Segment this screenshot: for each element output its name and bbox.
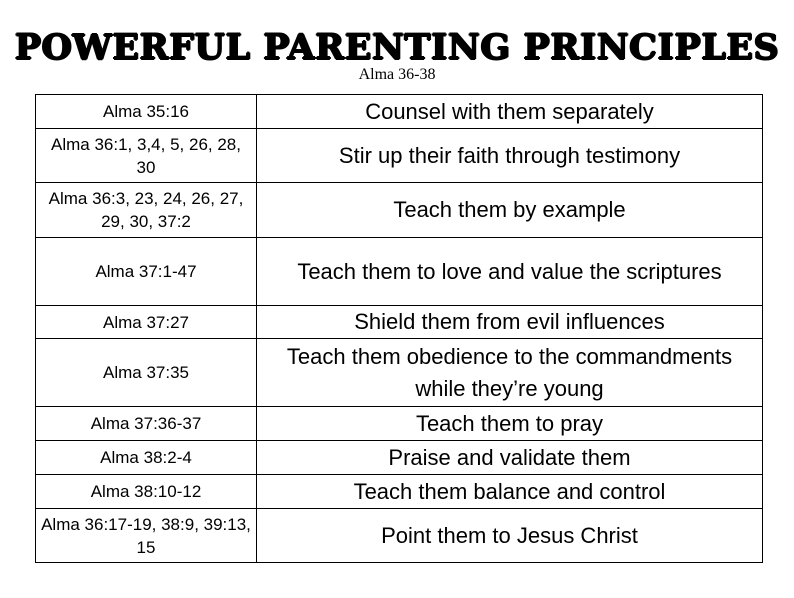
scripture-reference: Alma 36:17-19, 38:9, 39:13, 15 — [36, 509, 257, 563]
scripture-reference: Alma 35:16 — [36, 95, 257, 129]
table-row — [36, 183, 763, 238]
principle-text: Teach them by example — [257, 183, 763, 238]
page-subtitle: Alma 36-38 — [358, 66, 436, 83]
scripture-reference: Alma 38:2-4 — [36, 441, 257, 475]
principle-text: Teach them balance and control — [257, 475, 763, 509]
scripture-reference: Alma 37:1-47 — [36, 238, 257, 306]
table-row — [36, 407, 763, 441]
scripture-reference: Alma 37:35 — [36, 339, 257, 407]
scripture-reference: Alma 36:3, 23, 24, 26, 27, 29, 30, 37:2 — [36, 183, 257, 238]
principle-text: Teach them obedience to the commandments while they’re young — [257, 339, 763, 407]
table-row — [36, 306, 763, 339]
principle-text: Shield them from evil influences — [257, 306, 763, 339]
scripture-reference: Alma 37:36-37 — [36, 407, 257, 441]
principle-text: Teach them to love and value the scriptures — [257, 238, 763, 306]
principle-text: Stir up their faith through testimony — [257, 129, 763, 183]
principle-text: Point them to Jesus Christ — [257, 509, 763, 563]
scripture-reference: Alma 37:27 — [36, 306, 257, 339]
table-row — [36, 129, 763, 183]
page-title: POWERFUL PARENTING PRINCIPLES — [14, 27, 780, 68]
principle-text: Praise and validate them — [257, 441, 763, 475]
scripture-reference: Alma 38:10-12 — [36, 475, 257, 509]
scripture-reference: Alma 36:1, 3,4, 5, 26, 28, 30 — [36, 129, 257, 183]
table-row — [36, 339, 763, 407]
principle-text: Counsel with them separately — [257, 95, 763, 129]
principle-text: Teach them to pray — [257, 407, 763, 441]
table-row — [36, 475, 763, 509]
table-row — [36, 509, 763, 563]
table-row — [36, 238, 763, 306]
principles-table — [35, 94, 763, 563]
table-row — [36, 441, 763, 475]
table-row — [36, 95, 763, 129]
